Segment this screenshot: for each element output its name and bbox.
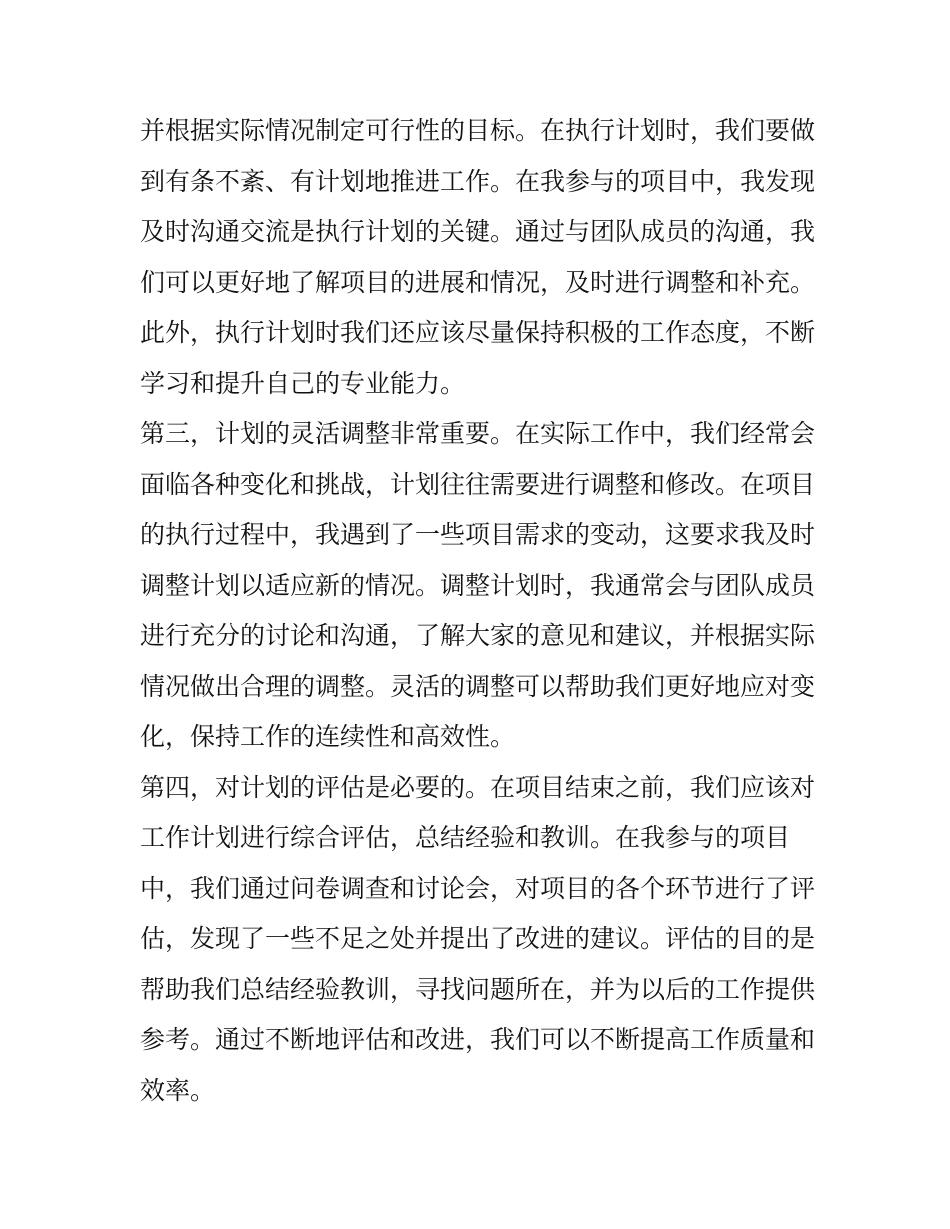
text-line: 进行充分的讨论和沟通，了解大家的意见和建议，并根据实际 [140, 621, 816, 650]
text-line: 此外，执行计划时我们还应该尽量保持积极的工作态度，不断 [140, 318, 816, 347]
text-line: 面临各种变化和挑战，计划往往需要进行调整和修改。在项目 [140, 469, 816, 499]
text-line: 估，发现了一些不足之处并提出了改进的建议。评估的目的是 [140, 924, 816, 953]
text-line: 工作计划进行综合评估，总结经验和教训。在我参与的项目 [140, 823, 791, 852]
text-line: 化，保持工作的连续性和高效性。 [140, 722, 516, 751]
text-line: 调整计划以适应新的情况。调整计划时，我通常会与团队成员 [140, 570, 816, 600]
text-line: 情况做出合理的调整。灵活的调整可以帮助我们更好地应对变 [140, 671, 816, 701]
text-line: 帮助我们总结经验教训，寻找问题所在，并为以后的工作提供 [140, 974, 816, 1004]
text-line: 学习和提升自己的专业能力。 [140, 368, 466, 398]
body-text [140, 106, 820, 1116]
text-line: 及时沟通交流是执行计划的关键。通过与团队成员的沟通，我 [140, 217, 816, 246]
text-line: 到有条不紊、有计划地推进工作。在我参与的项目中，我发现 [140, 166, 816, 196]
text-line: 参考。通过不断地评估和改进，我们可以不断提高工作质量和 [140, 1025, 816, 1054]
text-line: 第四，对计划的评估是必要的。在项目结束之前，我们应该对 [140, 772, 816, 802]
text-line: 第三，计划的灵活调整非常重要。在实际工作中，我们经常会 [140, 419, 816, 448]
text-line: 的执行过程中，我遇到了一些项目需求的变动，这要求我及时 [140, 520, 816, 549]
text-line: 效率。 [140, 1075, 216, 1105]
text-line: 们可以更好地了解项目的进展和情况，及时进行调整和补充。 [140, 267, 816, 297]
text-line: 并根据实际情况制定可行性的目标。在执行计划时，我们要做 [140, 116, 816, 145]
text-line: 中，我们通过问卷调查和讨论会，对项目的各个环节进行了评 [140, 873, 816, 903]
